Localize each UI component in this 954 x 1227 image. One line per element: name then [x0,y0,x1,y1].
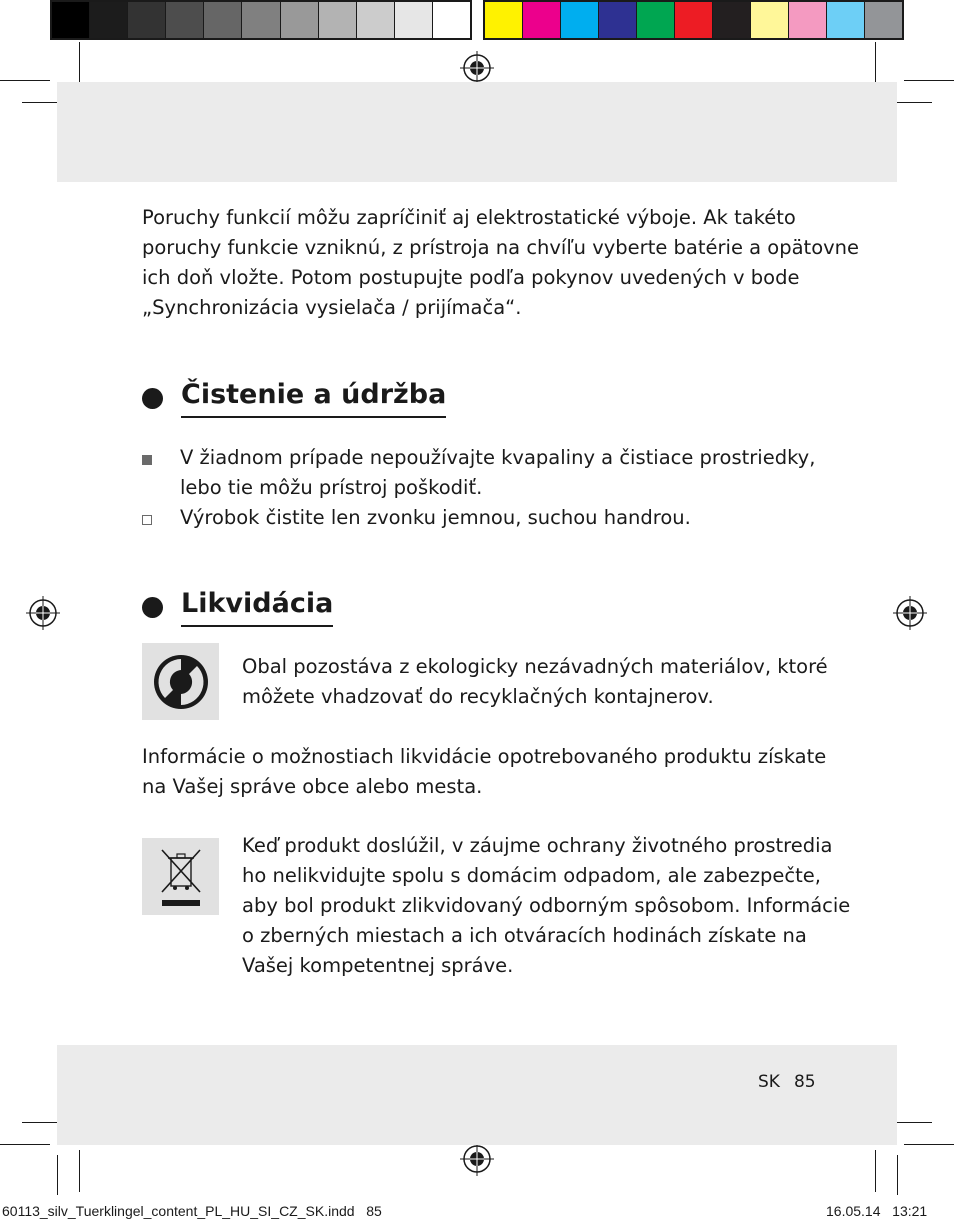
empty-square-bullet-icon [142,515,152,525]
color-swatch [675,2,713,38]
text-line: „Synchronizácia vysielača / prijímača“. [142,296,522,319]
registration-mark-icon [460,51,494,85]
intro-paragraph [142,203,859,323]
crop-mark [0,80,50,81]
text-line: Výrobok čistite len zvonku jemnou, suchou handrou. [180,506,691,529]
color-swatch [751,2,789,38]
text-line: o zberných miestach a ich otváracích hodinách získate na [242,924,807,947]
registration-mark-icon [893,596,927,630]
color-swatch [204,2,242,38]
packaging-text [242,652,828,712]
crop-mark [904,80,954,81]
color-swatch [90,2,128,38]
text-line: poruchy funkcie vzniknú, z prístroja na chvíľu vyberte batérie a opätovne [142,236,860,259]
grayscale-color-bar [50,0,472,40]
color-swatch [52,2,90,38]
registration-mark-icon [26,596,60,630]
color-swatch [561,2,599,38]
heading-bullet-dot [142,597,163,618]
color-swatch [319,2,357,38]
text-line: Obal pozostáva z ekologicky nezávadných materiálov, ktoré [242,655,828,678]
text-line: ho nelikvidujte spolu s domácim odpadom, ale zabezpečte, [242,864,821,887]
footer-band [57,1045,897,1145]
color-swatch [827,2,865,38]
color-swatch [713,2,751,38]
text-line: ich doň vložte. Potom postupujte podľa pokynov uvedených v bode [142,266,800,289]
crop-mark [79,1150,80,1192]
color-swatch [485,2,523,38]
heading-bullet-dot [142,388,163,409]
color-swatch [637,2,675,38]
crop-mark [79,42,80,84]
header-band [57,82,897,182]
text-line: Vašej kompetentnej správe. [242,954,514,977]
filled-square-bullet-icon [142,455,152,465]
slug-datetime: 16.05.14 13:21 [826,1203,928,1219]
color-swatch [166,2,204,38]
text-line: môžete vhadzovať do recyklačných kontajnerov. [242,685,714,708]
color-swatch [789,2,827,38]
text-line: na Vašej správe obce alebo mesta. [142,775,483,798]
crop-mark [0,1144,50,1145]
color-swatch [357,2,395,38]
section-title: Likvidácia [181,587,333,627]
text-line: lebo tie môžu prístroj poškodiť. [180,476,483,499]
color-swatch [599,2,637,38]
registration-mark-icon [460,1142,494,1176]
crop-mark [904,1144,954,1145]
text-line: Keď produkt doslúžil, v záujme ochrany životného prostredia [242,834,833,857]
page-number-value: 85 [793,1072,816,1092]
section-heading-disposal [142,587,333,627]
text-line: aby bol produkt zlikvidovaný odborným spôsobom. Informácie [242,894,851,917]
color-swatch [433,2,470,38]
weee-text [242,831,850,981]
text-line: V žiadnom prípade nepoužívajte kvapaliny a čistiace prostriedky, [180,446,816,469]
crop-mark [897,1155,898,1195]
slug-file: 60113_silv_Tuerklingel_content_PL_HU_SI_CZ_SK.indd 85 [2,1203,382,1219]
page-number [758,1072,816,1092]
green-dot-recycling-icon [142,643,219,720]
section-title: Čistenie a údržba [181,378,446,418]
language-code: SK [758,1072,780,1092]
color-swatch [523,2,561,38]
crop-mark [57,1155,58,1195]
crossed-out-bin-icon [142,838,219,915]
color-swatch [865,2,902,38]
color-swatch [281,2,319,38]
color-swatch [128,2,166,38]
disposal-info-text [142,742,826,802]
list-item [142,503,691,533]
crop-mark [875,1150,876,1192]
crop-mark [875,42,876,84]
color-swatch [395,2,433,38]
section-heading-cleaning [142,378,446,418]
process-color-bar [483,0,904,40]
color-swatch [242,2,280,38]
text-line: Informácie o možnostiach likvidácie opotrebovaného produktu získate [142,745,827,768]
list-item [142,443,815,503]
text-line: Poruchy funkcií môžu zapríčiniť aj elektrostatické výboje. Ak takéto [142,206,796,229]
